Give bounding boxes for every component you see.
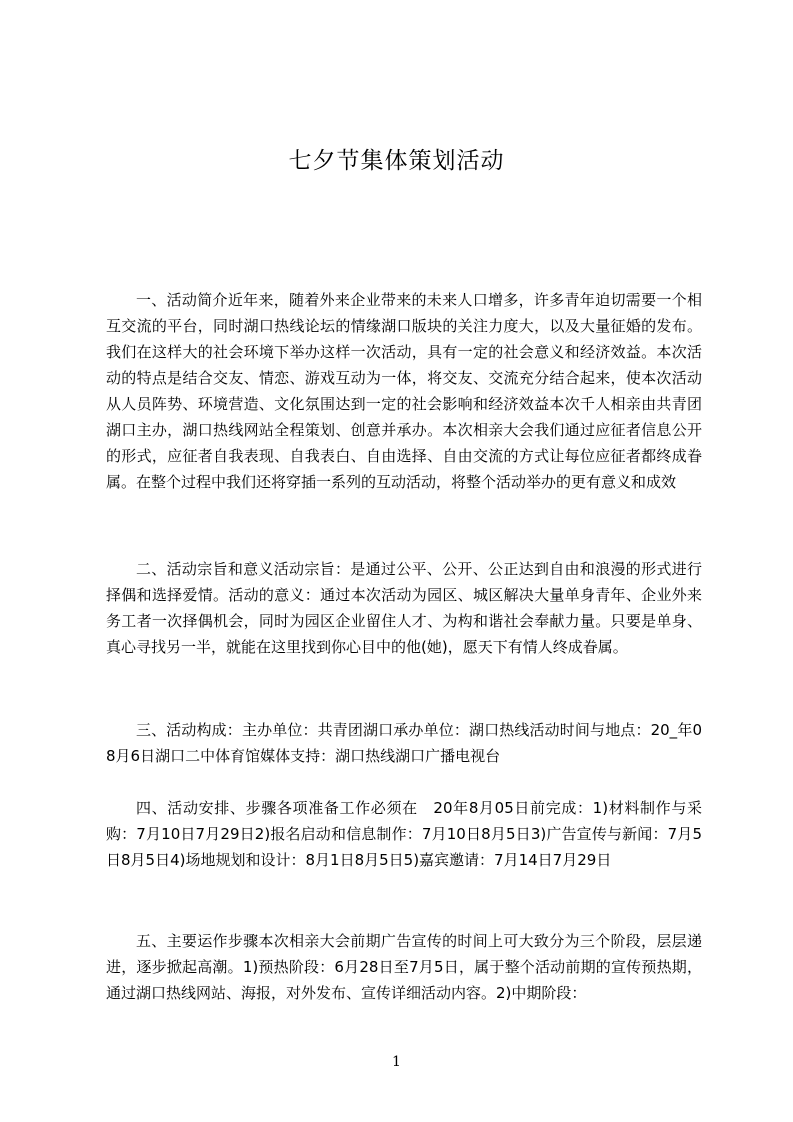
paragraph-activity-intro: 一、活动简介近年来，随着外来企业带来的未来人口增多，许多青年迫切需要一个相互交流的平台，同时湖口热线论坛的情缘湖口版块的关注力度大，以及大量征婚的发布。我们在这样大的社会环境下举办这样一次活动，具有一定的社会意义和经济效益。本次活动的特点是结合交友、情恋、游戏互动为一体，将交友、交流充分结合起来，使本次活动从人员阵势、环境营造、文化氛围达到一定的社会影响和经济效益本次千人相亲由共青团湖口主办，湖口热线网站全程策划、创意并承办。本次相亲大会我们通过应征者信息公开的形式，应征者自我表现、自我表白、自由选择、自由交流的方式让每位应征者都终成眷属。在整个过程中我们还将穿插一系列的互动活动，将整个活动举办的更有意义和成效 [106,291,702,491]
paragraph-main-operation: 五、主要运作步骤本次相亲大会前期广告宣传的时间上可大致分为三个阶段，层层递进，逐步掀起高潮。1)预热阶段：6月28日至7月5日，属于整个活动前期的宣传预热期，通过湖口热线网站、海报，对外发布、宣传详细活动内容。2)中期阶段： [106,932,702,1002]
paragraph-activity-composition: 三、活动构成：主办单位：共青团湖口承办单位：湖口热线活动时间与地点：20_年08月6日湖口二中体育馆媒体支持：湖口热线湖口广播电视台 [106,721,702,765]
document-title: 七夕节集体策划活动 [288,148,505,174]
paragraph-schedule-steps: 四、活动安排、步骤各项准备工作必须在 20年8月05日前完成：1)材料制作与采购：7月10日7月29日2)报名启动和信息制作：7月10日8月5日3)广告宣传与新闻：7月5日8月5日4)场地规划和设计：8月1日8月5日5)嘉宾邀请：7月14日7月29日 [106,799,702,869]
page-number: 1 [392,1054,401,1070]
paragraph-purpose-significance: 二、活动宗旨和意义活动宗旨：是通过公平、公开、公正达到自由和浪漫的形式进行择偶和选择爱情。活动的意义：通过本次活动为园区、城区解决大量单身青年、企业外来务工者一次择偶机会，同时为园区企业留住人才、为构和谐社会奉献力量。只要是单身、真心寻找另一半，就能在这里找到你心目中的他(她)，愿天下有情人终成眷属。 [106,560,702,656]
